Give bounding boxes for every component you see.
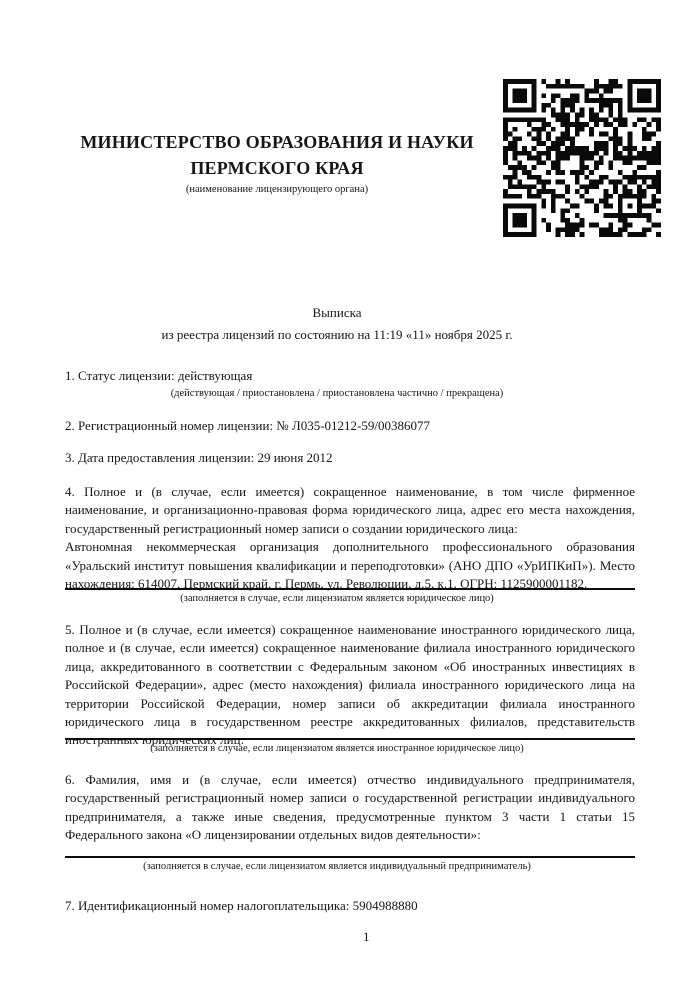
document-title-block bbox=[65, 302, 635, 346]
entrepreneur-section bbox=[65, 771, 635, 845]
taxpayer-id-item: 7. Идентификационный номер налогоплательщика: 5904988880 bbox=[65, 898, 418, 913]
qr-code-image bbox=[503, 79, 661, 237]
foreign-entity-label: 5. Полное и (в случае, если имеется) сокращенное наименование иностранного юридического лица, полное и (в случае, если имеется) сокращенное наименование филиала иностранного юридического лица, аккредитованного в соответствии с Федеральным законом «Об иностранных инвестициях в Российской Федерации», адрес (место нахождения) филиала иностранного юридического лица на территории Российской Федерации, номер записи об аккредитации филиала иностранного юридического лица в государственном реестре аккредитованных филиалов, представительств иностранных юридических лиц: bbox=[65, 622, 635, 748]
license-grant-date-item: 3. Дата предоставления лицензии: 29 июня 2012 bbox=[65, 450, 333, 465]
document-title: Выписка bbox=[312, 305, 362, 320]
entrepreneur-caption: (заполняется в случае, если лицензиатом является индивидуальный предприниматель) bbox=[65, 856, 635, 873]
foreign-entity-caption: (заполняется в случае, если лицензиатом является иностранное юридическое лицо) bbox=[65, 738, 635, 755]
license-status-item: 1. Статус лицензии: действующая bbox=[65, 368, 253, 383]
entrepreneur-label: 6. Фамилия, имя и (в случае, если имеется) отчество индивидуального предпринимателя, государственный регистрационный номер записи о государственной регистрации индивидуального предпринимателя, а также иные сведения, предусмотренные пунктом 3 части 1 статьи 15 Федерального закона «О лицензировании отдельных видов деятельности»: bbox=[65, 772, 635, 843]
ministry-name-line2: ПЕРМСКОГО КРАЯ bbox=[190, 158, 364, 178]
foreign-entity-section bbox=[65, 621, 635, 750]
legal-entity-label: 4. Полное и (в случае, если имеется) сокращенное наименование, в том числе фирменное наименование, и организационно-правовая форма юридического лица, адрес его места нахождения, государственный регистрационный номер записи о создании юридического лица: bbox=[65, 484, 635, 536]
ministry-name-line1: МИНИСТЕРСТВО ОБРАЗОВАНИЯ И НАУКИ bbox=[80, 132, 474, 152]
legal-entity-caption: (заполняется в случае, если лицензиатом является юридическое лицо) bbox=[65, 588, 635, 605]
license-status-options-caption: (действующая / приостановлена / приостановлена частично / прекращена) bbox=[170, 388, 504, 399]
qr-code bbox=[503, 79, 661, 237]
document-subtitle: из реестра лицензий по состоянию на 11:19 «11» ноября 2025 г. bbox=[161, 327, 513, 342]
page-number: 1 bbox=[363, 929, 370, 944]
legal-entity-section bbox=[65, 483, 635, 593]
registration-number-item: 2. Регистрационный номер лицензии: № Л035-01212-59/00386077 bbox=[65, 418, 431, 433]
legal-entity-value: Автономная некоммерческая организация дополнительного профессионального образования «Уральский институт повышения квалификации и переподготовки» (АНО ДПО «УрИПКиП»). Место нахождения: 614007, Пермский край, г. Пермь, ул. Революции, д.5, к.1. ОГРН: 1125900001182. bbox=[65, 539, 635, 592]
licensing-authority-header bbox=[65, 129, 489, 195]
ministry-name-caption: (наименование лицензирующего органа) bbox=[185, 184, 369, 195]
